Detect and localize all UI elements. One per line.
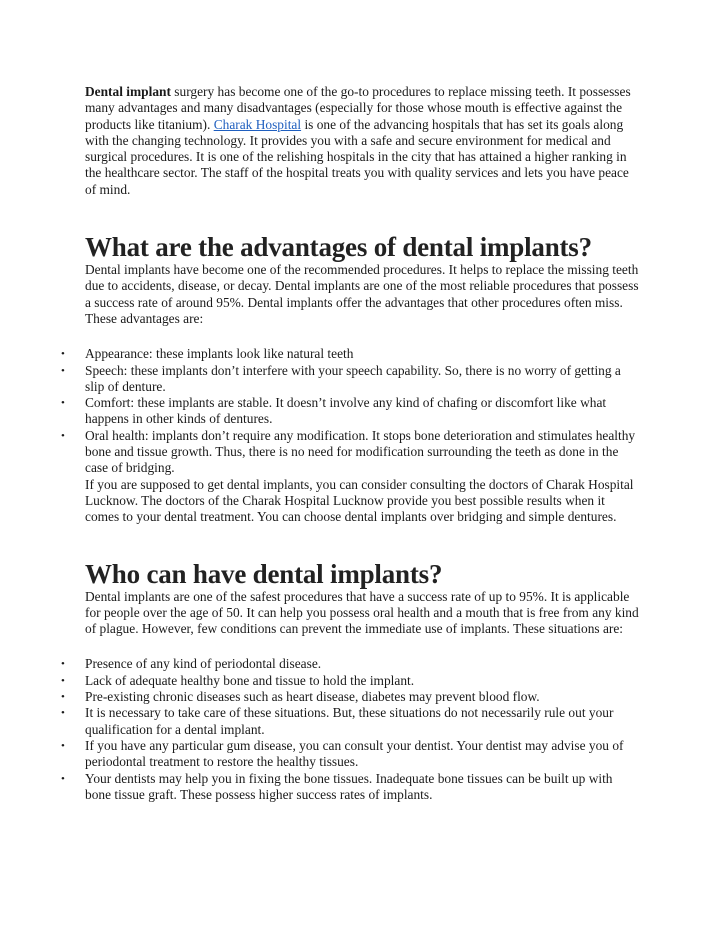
consult-paragraph: If you are supposed to get dental implants, you can consider consulting the doctors of Charak Hospital Lucknow. The doctors of the Charak Hospital Lucknow provide you best possible results when it comes to your dental treatment. You can choose dental implants over bridging and simple dentures. [85,476,634,525]
list-item-text: It is necessary to take care of these situations. But, these situations do not necessarily rule out your qualification for a dental implant. [85,705,614,737]
list-item [61,656,641,672]
list-item [61,346,641,362]
list-item-text: Oral health: implants don’t require any modification. It stops bone deterioration and stimulates healthy bone and tissue growth. Thus, there is no need for modification surrounding the teeth as done in the case of bridging. [85,427,636,476]
list-item-text: If you have any particular gum disease, you can consult your dentist. Your dentist may advise you of periodontal treatment to restore the healthy tissues. [85,737,624,770]
bullet-icon: • [61,772,65,785]
list-item-text: Appearance: these implants look like natural teeth [85,346,354,362]
intro-text-part2: is one of the advancing hospitals that has set its goals along with the changing technology. It provides you with a safe and secure environment for medical and surgical procedures. It is one of the relishing hospitals in the city that has attained a higher ranking in the healthcare sector. The staff of the hospital treats you with quality services and lets you have peace of mind. [85,116,629,197]
list-item [61,672,641,689]
advantages-heading: What are the advantages of dental implants? [85,232,592,263]
intro-bold-lead: Dental implant [85,84,171,99]
intro-text-part1: surgery has become one of the go-to procedures to replace missing teeth. It possesses many advantages and many disadvantages (especially for those whose mouth is effective against the products like titanium). [85,84,631,132]
bullet-icon: • [61,691,65,704]
charak-hospital-link[interactable]: Charak Hospital [213,116,302,132]
bullet-icon: • [61,674,65,687]
who-heading: Who can have dental implants? [85,558,443,589]
list-item [61,689,641,705]
bullet-icon: • [61,658,65,671]
document-page [61,84,641,803]
advantages-paragraph: Dental implants have become one of the recommended procedures. It helps to replace the missing teeth due to accidents, disease, or decay. Dental implants are one of the most reliable procedures that possess a success rate of around 95%. Dental implants offer the advantages that other procedures often miss. These advantages are: [85,262,639,326]
bullet-icon: • [61,397,65,410]
list-item-text: Speech: these implants don’t interfere with your speech capability. So, there is no worry of getting a slip of denture. [85,362,621,394]
list-item-text: Lack of adequate healthy bone and tissue to hold the implant. [85,672,415,688]
list-item [61,427,641,526]
who-list [61,656,641,803]
list-item-text: Your dentists may help you in fixing the bone tissues. Inadequate bone tissues can be built up with bone tissue graft. These possess higher success rates of implants. [85,770,613,802]
list-item [61,737,641,771]
list-item-text: Comfort: these implants are stable. It doesn’t involve any kind of chafing or discomfort like what happens in other kinds of dentures. [85,395,607,427]
list-item-text: Presence of any kind of periodontal disease. [85,656,322,672]
bullet-icon: • [61,364,65,377]
list-item-text: Pre-existing chronic diseases such as heart disease, diabetes may prevent blood flow. [85,689,540,705]
list-item [61,395,641,428]
intro-paragraph [85,84,641,198]
bullet-icon: • [61,348,65,361]
list-item [61,362,641,396]
who-paragraph: Dental implants are one of the safest procedures that have a success rate of up to 95%. It is applicable for people over the age of 50. It can help you possess oral health and a mouth that is free from any kind of plague. However, few conditions can prevent the immediate use of implants. These situations are: [85,588,639,637]
bullet-icon: • [61,739,65,752]
bullet-icon: • [61,707,65,720]
list-item [61,705,641,738]
advantages-list [61,346,641,525]
list-item [61,770,641,804]
bullet-icon: • [61,429,65,442]
